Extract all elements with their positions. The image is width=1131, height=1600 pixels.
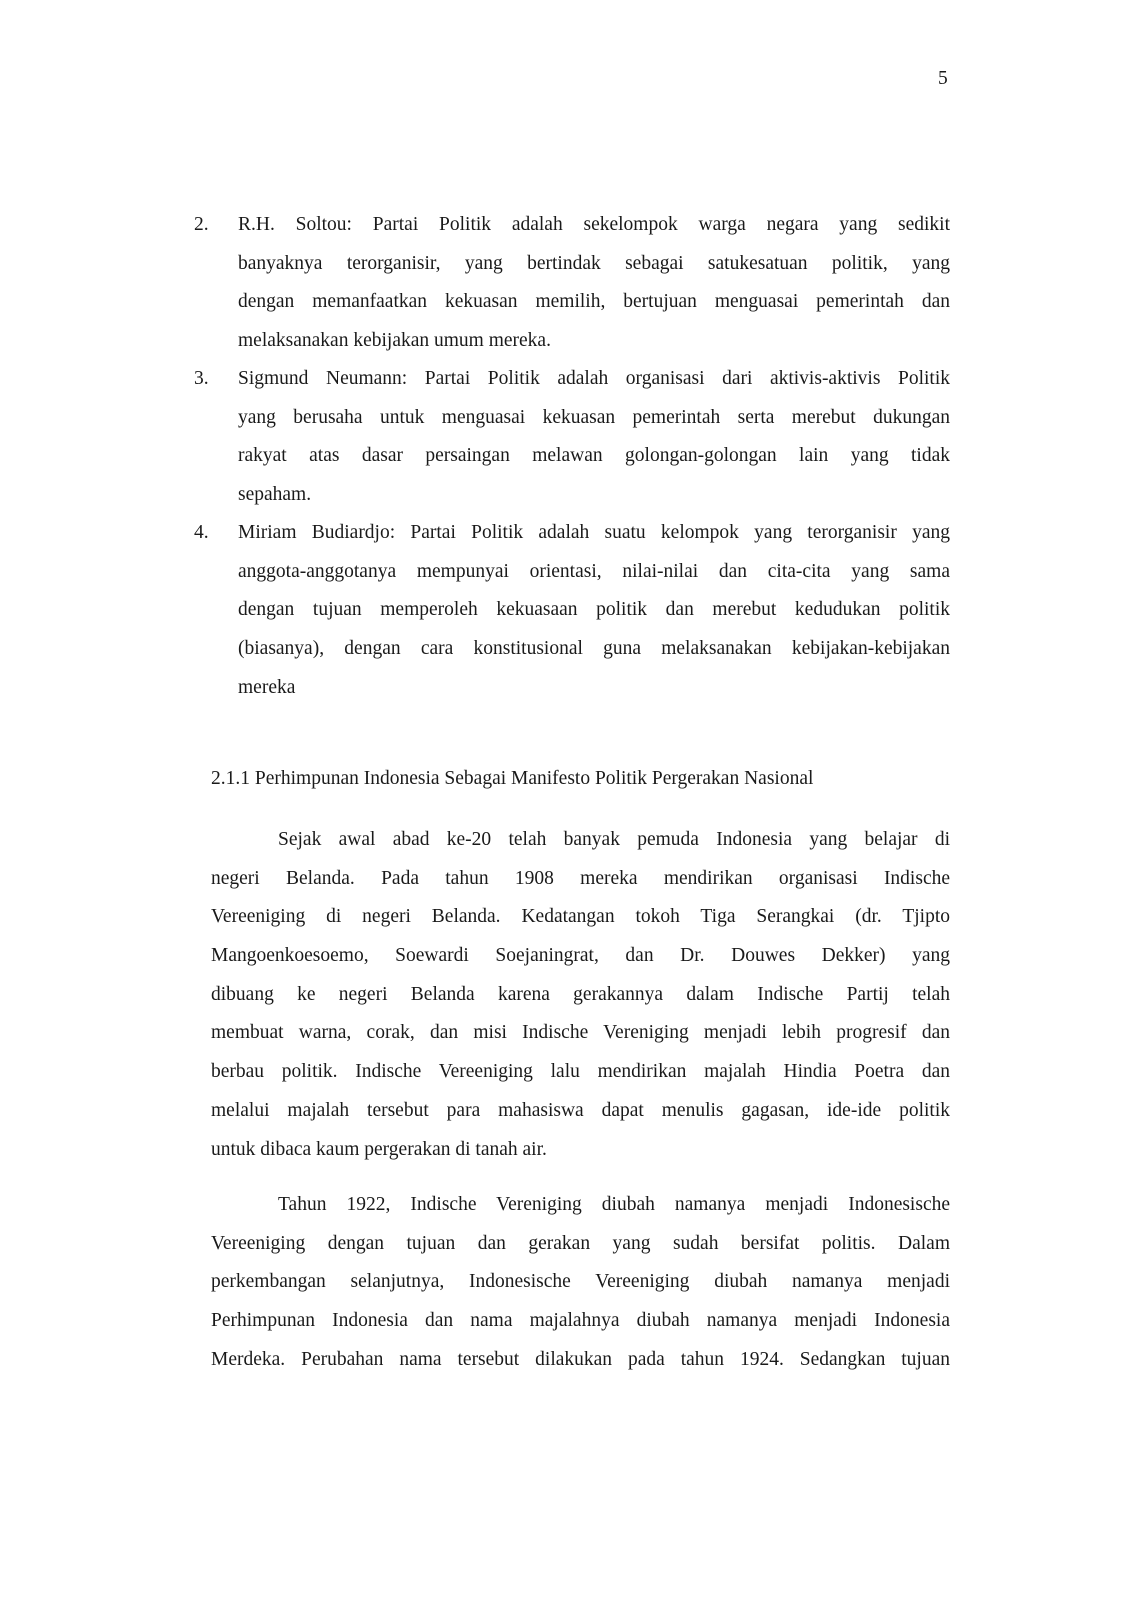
text-line: dengan tujuan memperoleh kekuasaan politik dan merebut kedudukan politik [238,599,950,621]
text-line: Vereeniging dengan tujuan dan gerakan yang sudah bersifat politis. Dalam [211,1232,950,1254]
text-line: membuat warna, corak, dan misi Indische Vereniging menjadi lebih progresif dan [211,1022,950,1044]
text-line: Mangoenkoesoemo, Soewardi Soejaningrat, dan Dr. Douwes Dekker) yang [211,945,950,967]
text-line: perkembangan selanjutnya, Indonesische Vereeniging diubah namanya menjadi [211,1271,950,1293]
text-line: R.H. Soltou: Partai Politik adalah sekelompok warga negara yang sedikit [238,214,950,235]
text-line: anggota-anggotanya mempunyai orientasi, nilai-nilai dan cita-cita yang sama [238,560,950,582]
text-line: Perhimpunan Indonesia dan nama majalahnya diubah namanya menjadi Indonesia [211,1310,950,1332]
paragraph [211,821,950,1169]
text-line: dengan memanfaatkan kekuasan memilih, bertujuan menguasai pemerintah dan [238,291,950,313]
paragraph [211,1186,950,1379]
list-item-text [238,206,950,361]
text-line: Tahun 1922, Indische Vereniging diubah namanya menjadi Indonesische [278,1194,950,1215]
text-line: Miriam Budiardjo: Partai Politik adalah suatu kelompok yang terorganisir yang [238,522,950,543]
section-heading: 2.1.1 Perhimpunan Indonesia Sebagai Manifesto Politik Pergerakan Nasional [211,768,814,789]
text-line: mereka [238,676,296,698]
text-line: melaksanakan kebijakan umum mereka. [238,330,551,352]
list-number: 2. [194,214,209,235]
list-number: 3. [194,368,209,389]
list-item-text [238,514,950,707]
text-line: yang berusaha untuk menguasai kekuasan pemerintah serta merebut dukungan [238,406,950,428]
text-line: untuk dibaca kaum pergerakan di tanah air. [211,1138,547,1160]
text-line: Merdeka. Perubahan nama tersebut dilakukan pada tahun 1924. Sedangkan tujuan [211,1348,950,1370]
text-line: dibuang ke negeri Belanda karena gerakannya dalam Indische Partij telah [211,983,950,1005]
list-item-text [238,360,950,515]
text-line: rakyat atas dasar persaingan melawan golongan-golongan lain yang tidak [238,445,950,467]
text-line: sepaham. [238,484,312,506]
text-line: Vereeniging di negeri Belanda. Kedatangan tokoh Tiga Serangkai (dr. Tjipto [211,906,950,928]
text-line: melalui majalah tersebut para mahasiswa dapat menulis gagasan, ide-ide politik [211,1099,950,1121]
text-line: banyaknya terorganisir, yang bertindak sebagai satukesatuan politik, yang [238,252,950,274]
text-line: (biasanya), dengan cara konstitusional guna melaksanakan kebijakan-kebijakan [238,638,950,660]
page-number: 5 [938,68,948,89]
text-line: Sigmund Neumann: Partai Politik adalah organisasi dari aktivis-aktivis Politik [238,368,950,389]
text-line: berbau politik. Indische Vereeniging lalu mendirikan majalah Hindia Poetra dan [211,1061,950,1083]
text-line: negeri Belanda. Pada tahun 1908 mereka mendirikan organisasi Indische [211,867,950,889]
list-number: 4. [194,522,209,543]
text-line: Sejak awal abad ke-20 telah banyak pemuda Indonesia yang belajar di [278,829,950,850]
